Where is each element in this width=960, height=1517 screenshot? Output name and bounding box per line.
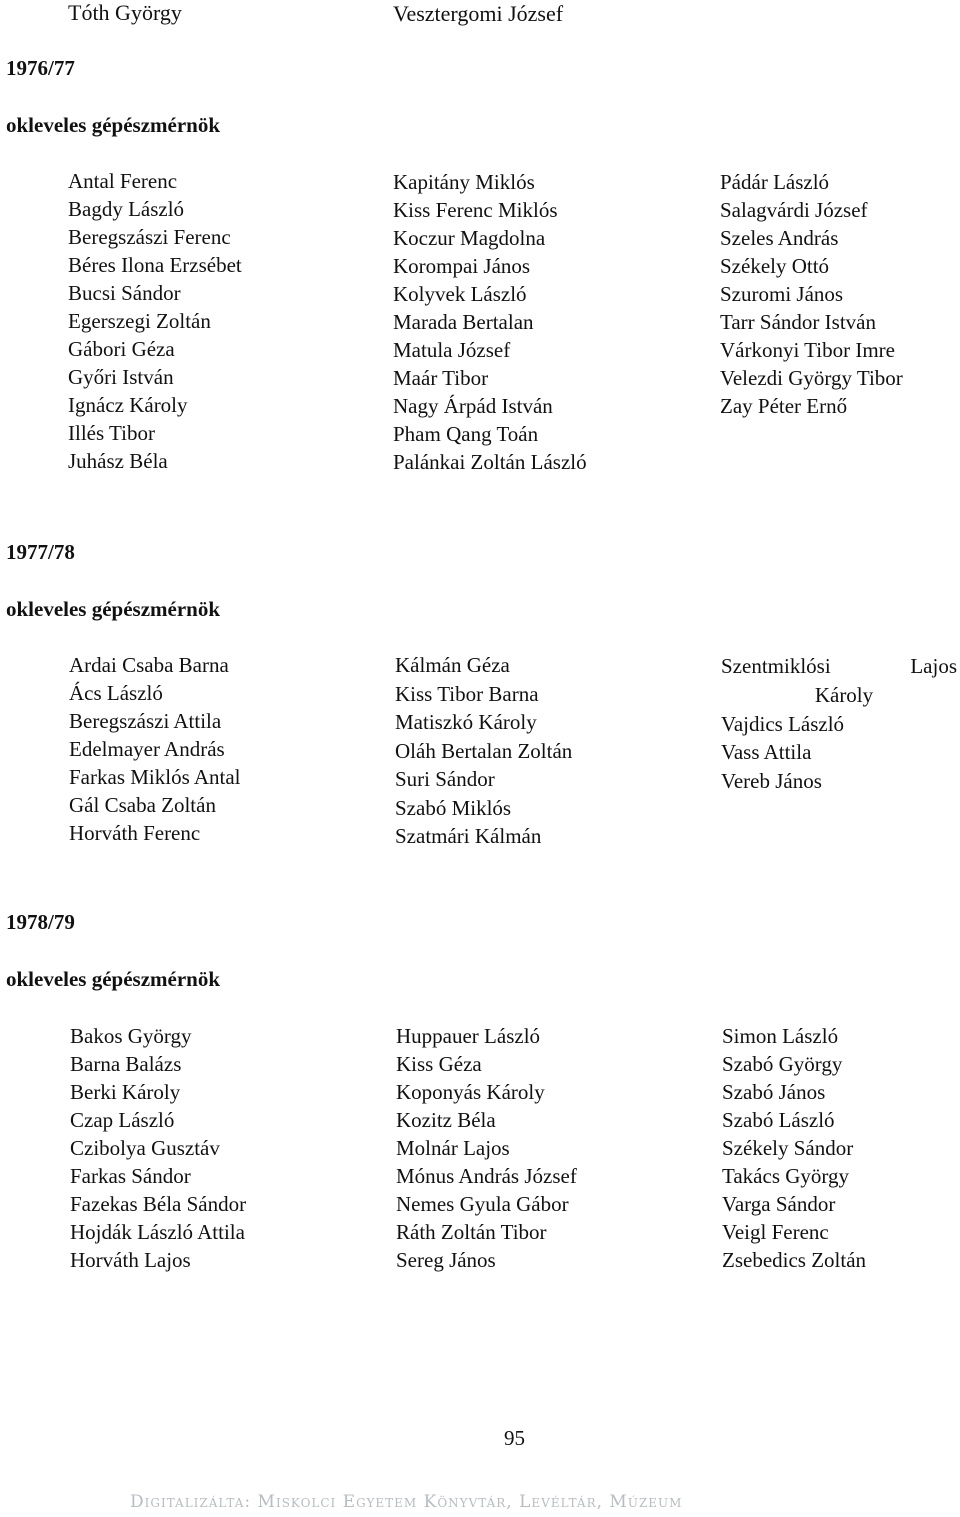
name-entry: Farkas Sándor <box>70 1164 191 1188</box>
name-entry: Koczur Magdolna <box>393 226 546 250</box>
name-entry: Szuromi János <box>720 282 844 306</box>
name-entry: Kozitz Béla <box>396 1108 496 1132</box>
name-entry: Koponyás Károly <box>396 1080 545 1104</box>
name-entry: Ardai Csaba Barna <box>69 653 229 677</box>
name-entry: Edelmayer András <box>69 737 225 761</box>
name-entry: Szatmári Kálmán <box>395 824 542 848</box>
name-entry: Szabó György <box>722 1052 843 1076</box>
name-entry: Tarr Sándor István <box>720 310 876 334</box>
page-number: 95 <box>504 1426 525 1450</box>
name-entry: Bucsi Sándor <box>68 281 181 305</box>
name-entry: Beregszászi Attila <box>69 709 222 733</box>
name-entry: Simon László <box>722 1024 839 1048</box>
name-entry: Czibolya Gusztáv <box>70 1136 220 1160</box>
section-year-1978-79: 1978/79 <box>6 910 75 934</box>
name-entry: Sereg János <box>396 1248 496 1272</box>
name-column-1 <box>69 651 241 847</box>
name-part: Károly <box>814 683 874 707</box>
name-entry: Bagdy László <box>68 197 185 221</box>
name-entry: Huppauer László <box>396 1024 541 1048</box>
name-entry: Hojdák László Attila <box>70 1220 245 1244</box>
section-year-1976-77: 1976/77 <box>6 56 75 80</box>
name-entry: Czap László <box>70 1108 175 1132</box>
name-column-1 <box>70 1022 246 1274</box>
name-column-1 <box>68 167 242 475</box>
name-entry: Várkonyi Tibor Imre <box>720 338 895 362</box>
section-year-1977-78: 1977/78 <box>6 540 75 564</box>
name-entry: Horváth Ferenc <box>69 821 201 845</box>
name-entry: Szabó László <box>722 1108 835 1132</box>
name-entry: Ignácz Károly <box>68 393 188 417</box>
name-column-2 <box>396 1022 577 1274</box>
name-entry: Vass Attila <box>721 740 812 764</box>
name-entry: Illés Tibor <box>68 421 155 445</box>
name-entry: Oláh Bertalan Zoltán <box>395 738 573 763</box>
name-entry: Kiss Ferenc Miklós <box>393 198 558 222</box>
name-entry: Berki Károly <box>70 1080 181 1104</box>
section-degree: okleveles gépészmérnök <box>6 967 221 991</box>
name-entry: Kapitány Miklós <box>393 170 535 194</box>
section-degree: okleveles gépészmérnök <box>6 113 221 137</box>
name-entry: Juhász Béla <box>68 449 168 473</box>
name-entry: Molnár Lajos <box>396 1136 510 1160</box>
name-entry: Barna Balázs <box>70 1052 182 1076</box>
name-entry: Beregszászi Ferenc <box>68 225 231 249</box>
name-entry: Egerszegi Zoltán <box>68 309 211 333</box>
name-column-2 <box>395 651 572 851</box>
name-entry: Székely Ottó <box>720 254 830 278</box>
name-entry: Bakos György <box>70 1024 192 1048</box>
name-entry: Gábori Géza <box>68 337 175 361</box>
name-entry: Ráth Zoltán Tibor <box>396 1220 547 1244</box>
name-entry: Matiszkó Károly <box>395 710 537 734</box>
name-entry: Gál Csaba Zoltán <box>69 793 216 817</box>
name-entry: Szabó János <box>722 1080 826 1104</box>
top-name-1: Tóth György <box>68 0 182 25</box>
name-entry: Kálmán Géza <box>395 653 510 677</box>
name-entry: Pham Qang Toán <box>393 422 539 446</box>
name-entry: Velezdi György Tibor <box>720 366 903 390</box>
name-part: Szentmiklósi <box>721 654 831 678</box>
name-entry: Pádár László <box>720 170 830 194</box>
name-entry: Maár Tibor <box>393 366 489 390</box>
name-entry: Marada Bertalan <box>393 310 534 334</box>
name-entry: Ács László <box>69 681 163 705</box>
name-entry: Kiss Géza <box>396 1052 482 1076</box>
name-entry: Győri István <box>68 365 174 389</box>
name-entry: Vereb János <box>721 769 822 793</box>
name-entry: Székely Sándor <box>722 1136 854 1160</box>
name-entry: Kiss Tibor Barna <box>395 681 539 706</box>
name-entry: Antal Ferenc <box>68 169 178 193</box>
name-entry: Salagvárdi József <box>720 198 868 222</box>
name-entry: Fazekas Béla Sándor <box>70 1192 247 1216</box>
name-entry: Zsebedics Zoltán <box>722 1248 867 1272</box>
name-entry: Vajdics László <box>721 712 845 736</box>
name-entry: Takács György <box>722 1164 850 1188</box>
name-entry: Veigl Ferenc <box>722 1220 829 1244</box>
name-entry: Mónus András József <box>396 1164 577 1188</box>
top-name-2: Vesztergomi József <box>393 1 564 26</box>
name-entry: Nagy Árpád István <box>393 394 553 418</box>
name-entry: Zay Péter Ernő <box>720 394 848 418</box>
name-column-3 <box>722 1022 866 1274</box>
name-entry: Horváth Lajos <box>70 1248 191 1272</box>
name-entry: Suri Sándor <box>395 767 495 791</box>
name-entry: Szeles András <box>720 226 839 250</box>
section-degree: okleveles gépészmérnök <box>6 597 221 621</box>
name-entry: Nemes Gyula Gábor <box>396 1192 569 1216</box>
name-column-3 <box>721 652 957 795</box>
name-column-2 <box>393 168 587 476</box>
name-entry: Palánkai Zoltán László <box>393 450 587 474</box>
name-part: Lajos <box>910 654 957 678</box>
name-entry: Farkas Miklós Antal <box>69 765 241 789</box>
name-entry: Korompai János <box>393 254 531 278</box>
name-column-3 <box>720 168 903 420</box>
name-entry-wrapped <box>721 652 957 710</box>
name-entry: Kolyvek László <box>393 282 527 306</box>
name-entry: Szabó Miklós <box>395 795 512 820</box>
name-entry: Varga Sándor <box>722 1192 836 1216</box>
name-entry: Matula József <box>393 338 511 362</box>
name-entry: Béres Ilona Erzsébet <box>68 253 242 277</box>
digitization-footer: Digitalizálta: Miskolci Egyetem Könyvtár, Levéltár, Múzeum <box>130 1492 683 1512</box>
